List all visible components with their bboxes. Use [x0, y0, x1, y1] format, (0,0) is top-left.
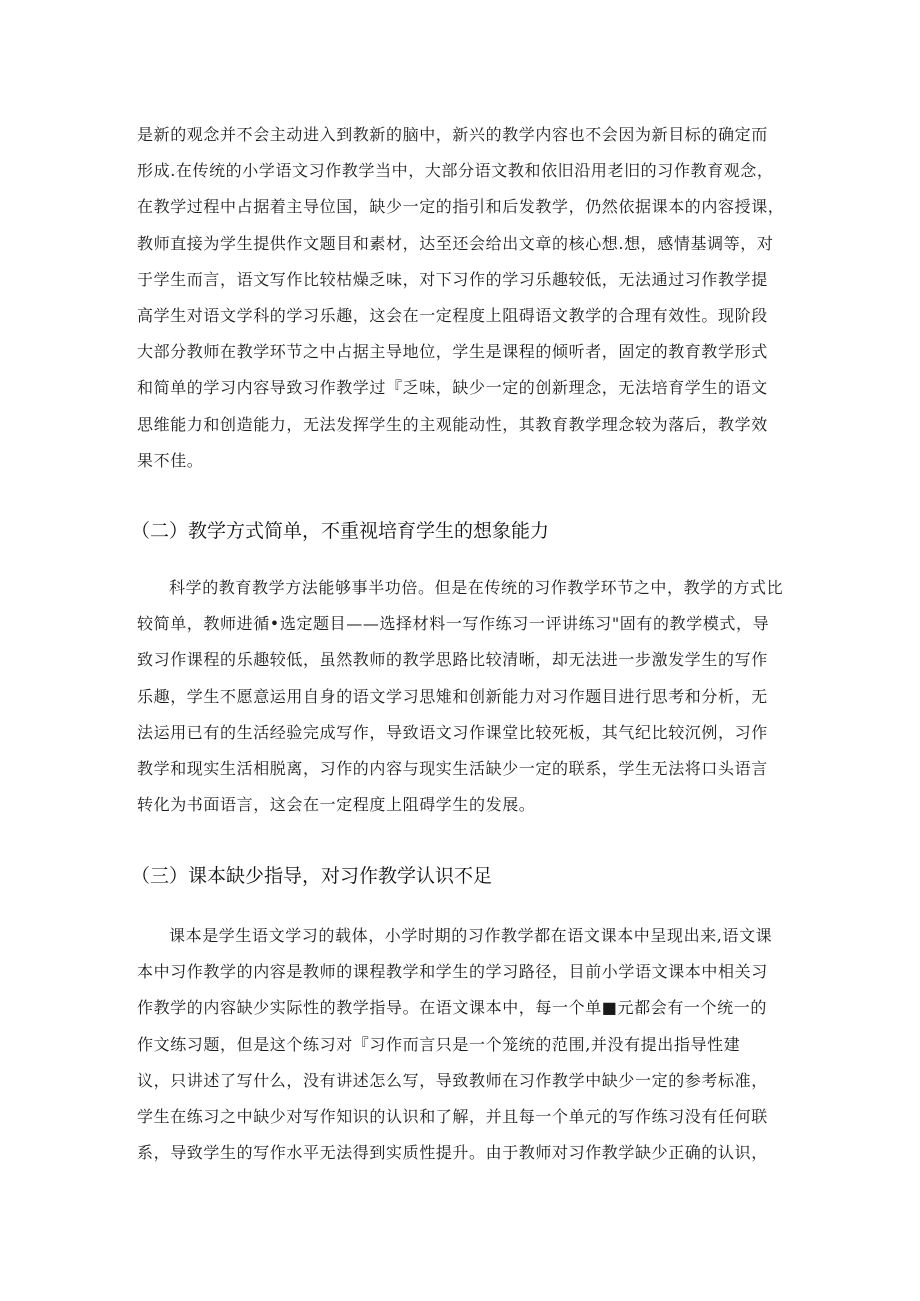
paragraph-3: [137, 918, 772, 1171]
paragraph-2-line: 致习作课程的乐趣较低，虽然教师的教学思路比较清晰，却无法进一步激发学生的写作: [137, 650, 768, 670]
paragraph-1-line: 和简单的学习内容导致习作教学过『乏味，缺少一定的创新理念，无法培育学生的语文: [137, 378, 768, 398]
section-heading-2: （二）教学方式简单，不重视培育学生的想象能力: [131, 520, 550, 542]
paragraph-1-line: 形成.在传统的小学语文习作教学当中，大部分语文教和依旧沿用老旧的习作教育观念，: [137, 161, 774, 181]
paragraph-3-line: 系，导致学生的写作水平无法得到实质性提升。由于教师对习作教学缺少正确的认识，: [137, 1143, 768, 1163]
paragraph-1-line: 是新的观念并不会主动进入到教新的脑中，新兴的教学内容也不会因为新目标的确定而: [137, 125, 768, 144]
paragraph-3-line: 作教学的内容缺少实际性的教学指导。在语文课本中，每一个单■元都会有一个统一的: [137, 998, 767, 1018]
paragraph-1-line: 教师直接为学生提供作文题目和素材，达至还会给出文章的核心想.想，感情基调等，对: [137, 233, 774, 253]
paragraph-3-line: 课本是学生语文学习的载体，小学时期的习作教学都在语文课本中呈现出来,语文课: [169, 926, 773, 945]
section-heading-3: （三）课本缺少指导，对习作教学认识不足: [131, 865, 493, 887]
paragraph-3-line: 议，只讲述了写什么，没有讲述怎么写，导致教师在习作教学中缺少一定的参考标准，: [137, 1070, 768, 1090]
paragraph-3-line: 本中习作教学的内容是教师的课程教学和学生的学习路径，目前小学语文课本中相关习: [137, 962, 768, 982]
paragraph-1-line: 果不佳。: [137, 450, 204, 470]
paragraph-1-line: 在教学过程中占据着主导位国，缺少一定的指引和后发教学，仍然依据课本的内容授课，: [137, 197, 785, 217]
paragraph-1: [137, 117, 784, 479]
paragraph-2-line: 法运用已有的生活经验完成写作，导致语文习作课堂比较死板，其气纪比较沉例，习作: [137, 722, 768, 742]
paragraph-1-line: 高学生对语文学科的学习乐趣，这会在一定程度上阻碍语文教学的合理有效性。现阶段: [137, 306, 768, 326]
paragraph-1-line: 大部分教师在教学环节之中占据主导地位，学生是课程的倾听者，固定的教育教学形式: [137, 342, 768, 362]
paragraph-3-line: 学生在练习之中缺少对写作知识的认识和了解，并且每一个单元的写作练习没有任何联: [137, 1107, 768, 1127]
paragraph-2-line: 科学的教育教学方法能够事半功倍。但是在传统的习作教学环节之中，教学的方式比: [169, 578, 784, 597]
paragraph-2-line: 乐趣，学生不愿意运用自身的语文学习思雉和创新能力对习作题目进行思考和分析，无: [137, 686, 768, 706]
paragraph-3-line: 作文练习题，但是这个练习对『习作而言只是一个笼统的范围,并没有提出指导性建: [137, 1034, 741, 1054]
paragraph-2: [137, 570, 783, 823]
paragraph-1-line: 于学生而言，语文写作比较枯燥乏味，对下习作的学习乐趣较低，无法通过习作教学提: [137, 269, 768, 289]
paragraph-2-line: 较简单，教师进循•选定题目——选择材料一写作练习一评讲练习"固有的教学模式，导: [137, 614, 770, 634]
paragraph-1-line: 思维能力和创造能力，无法发挥学生的主观能动性，其教育教学理念较为落后，教学效: [137, 414, 768, 434]
paragraph-2-line: 转化为书面语言，这会在一定程度上阻碍学生的发展。: [137, 795, 536, 815]
paragraph-2-line: 教学和现实生活相脱离，习作的内容与现实生活缺少一定的联系，学生无法将口头语言: [137, 759, 768, 779]
